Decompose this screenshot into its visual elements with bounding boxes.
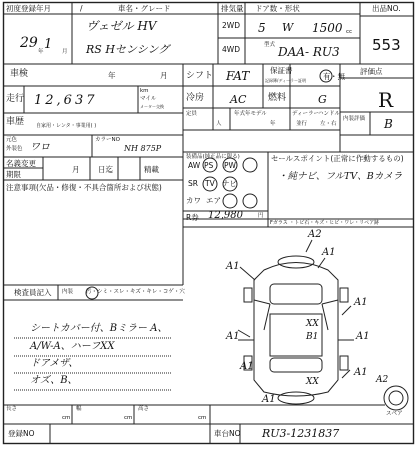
hw-color-code: NH 875P — [124, 144, 162, 153]
deadline-day: 日迄 — [98, 165, 113, 174]
mileage-label: 走行 — [6, 94, 25, 104]
capacity-label: 定員 — [186, 111, 198, 117]
caution-label: 注意事項(欠品・修復・不具合箇所および状態) — [6, 183, 162, 192]
name-change-label: 名義変更 — [6, 159, 36, 168]
lot-number: 553 — [372, 36, 401, 54]
ac-label: 冷房 — [186, 93, 205, 103]
meter-exchange-label: メーター交換 — [140, 104, 164, 109]
deadline-month: 月 — [72, 165, 80, 174]
mark-front-left-a1: A1 — [226, 261, 240, 272]
cc-unit: cc — [346, 29, 353, 35]
exterior-color-label: 外装色 — [6, 146, 23, 152]
reg-no-label: 登録NO — [8, 429, 35, 438]
selling-points-label: セールスポイント(正常に作動するもの) — [271, 154, 404, 163]
hw-selling-points: ・純ナビ、フルTV、Bカメラ — [278, 171, 403, 182]
hw-shape: W — [282, 21, 294, 34]
hw-shift: FAT — [226, 69, 250, 83]
hw-mileage: 12,637 — [34, 93, 98, 108]
height-label: 高さ — [138, 406, 150, 412]
interior-damage-label: 内装 — [62, 289, 74, 295]
hw-note-4: オズ、B、 — [30, 375, 78, 386]
mark-left-a1: A1 — [226, 331, 240, 342]
equip-ps: PS — [204, 161, 214, 170]
recycle-label: R券 — [186, 213, 199, 222]
km-unit: km — [140, 88, 149, 94]
hw-model-code: DAA- RU3 — [278, 45, 340, 59]
length-cm: cm — [62, 415, 71, 421]
spare-label: スペア — [386, 411, 403, 417]
handle-label: ハンドル — [318, 111, 341, 117]
glass-header: Fガラス ・トビ石・キズ・ヒビ・ワレ・リペア跡 — [270, 220, 380, 226]
model-label: 型式 — [264, 42, 276, 48]
mark-rear-xx: XX — [306, 377, 319, 387]
length-label: 長さ — [6, 406, 18, 412]
hw-car-name: ヴェゼル HV — [86, 19, 157, 33]
chassis-label: 車台NO — [214, 429, 241, 438]
year-model-label: 年式年モデル — [234, 111, 267, 117]
height-cm: cm — [198, 415, 207, 421]
mark-roof-xx: XX — [306, 319, 319, 329]
displacement-label: 排気量 — [221, 4, 244, 13]
mark-right-door-a1: A1 — [356, 331, 370, 342]
drive-4wd-label: 4WD — [222, 45, 240, 54]
hw-recycle: 12,980 — [208, 210, 243, 221]
equip-aw: AW — [188, 161, 201, 170]
hw-ac: AC — [230, 93, 247, 106]
mark-right-a1: A1 — [354, 297, 368, 308]
width-label: 幅 — [76, 406, 82, 412]
dealer-label: ディーラー — [292, 111, 320, 117]
recycle-unit: 円 — [258, 213, 264, 219]
hw-note-1: シートカバー付、Bミラー A、 — [30, 323, 168, 334]
shaken-year-unit: 年 — [108, 71, 116, 80]
drive-2wd-label: 2WD — [222, 21, 240, 30]
hw-first-reg-year: 29 — [20, 35, 38, 51]
mark-spare-a2: A2 — [376, 375, 389, 385]
mark-rear-left-a1: A1 — [240, 361, 254, 372]
width-cm: cm — [124, 415, 133, 421]
interior-rating-label: 内装評価 — [343, 116, 366, 122]
dealer-sub: 並行 — [296, 121, 308, 127]
orig-color-label: 元色 — [6, 137, 18, 143]
hw-fuel: G — [318, 93, 327, 106]
fuel-label: 燃料 — [268, 93, 287, 103]
capacity-unit: 人 — [216, 121, 222, 127]
hw-first-reg-month: 1 — [44, 37, 53, 52]
inspector-label: 検査員記入 — [14, 288, 52, 297]
equipment-label: 装備品(純正品に限る) — [186, 154, 240, 160]
equip-tv: TV — [205, 179, 215, 188]
hw-chassis: RU3-1231837 — [262, 427, 340, 440]
doors-shape-label: ドア数・形状 — [255, 4, 300, 13]
handle-sub: 左・右 — [320, 121, 337, 127]
mark-front-right-a1: A1 — [322, 247, 336, 258]
warranty-nashi: ・無 — [330, 72, 345, 81]
shaken-label: 車検 — [10, 69, 29, 79]
shift-label: シフト — [186, 71, 214, 81]
shaken-month-unit: 月 — [160, 71, 168, 80]
hw-note-3: ドアメザ、 — [30, 358, 79, 369]
deadline-label: 期限 — [6, 170, 21, 179]
warranty-sub-label: 記録簿/ディーラー証明 — [265, 78, 307, 83]
warranty-label: 保証書 — [270, 66, 293, 75]
year-suffix: 年 — [38, 49, 44, 55]
equip-air: エア — [206, 196, 221, 205]
hw-doors: 5 — [258, 21, 266, 35]
lot-no-label: 出品NO. — [372, 4, 401, 13]
slash-label: / — [80, 4, 83, 13]
warranty-ari: 有 — [323, 72, 331, 81]
equip-navi: ナビ — [222, 179, 237, 188]
hw-displacement: 1500 — [312, 21, 343, 35]
interior-damage-items: 汚・シミ・スレ・キズ・キレ・コゲ・穴 — [86, 289, 185, 295]
month-suffix: 月 — [62, 49, 68, 55]
equip-sr: SR — [188, 179, 198, 188]
mark-rear-right-a1: A1 — [354, 367, 368, 378]
mark-roof-a2: A2 — [308, 229, 322, 240]
history-sub-label: 自家用・レンタ・事業用( ) — [36, 123, 97, 129]
rating-label: 評価点 — [360, 67, 383, 76]
hw-interior: B — [384, 117, 393, 131]
hw-note-2: A/W-A、ハーフXX — [30, 341, 115, 352]
mile-unit: マイル — [140, 96, 157, 102]
equip-leather: カワ — [186, 196, 201, 205]
history-label: 車歴 — [6, 117, 25, 127]
consolidated-label: 精載 — [144, 165, 159, 174]
mark-roof-b1: B1 — [306, 332, 319, 342]
color-code-label: カラーNO — [95, 137, 120, 143]
mark-rear-a1: A1 — [262, 394, 276, 405]
name-grade-label: 車名・グレード — [118, 4, 171, 13]
first-registration-label: 初度登録年月 — [6, 4, 51, 13]
hw-exterior-color: ワロ — [30, 142, 50, 153]
equip-pw: PW — [224, 161, 236, 170]
hw-grade: RS Hセンシング — [86, 43, 170, 56]
hw-rating: R — [378, 88, 394, 112]
year-model-unit: 年 — [270, 121, 276, 127]
